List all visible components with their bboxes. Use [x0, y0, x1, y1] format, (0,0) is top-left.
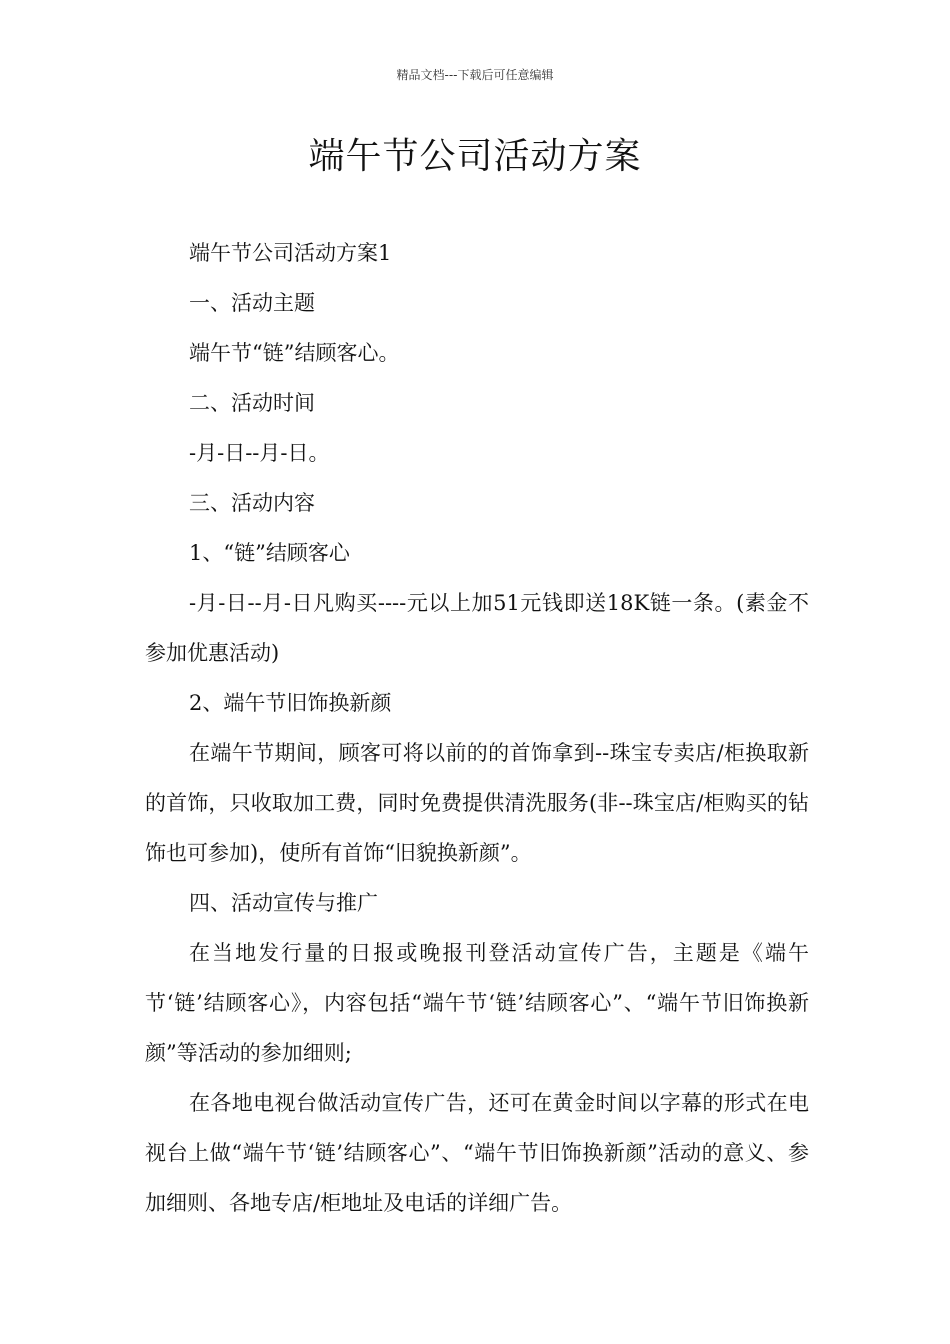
heading-promotion: 四、活动宣传与推广 — [189, 891, 378, 915]
paragraph-section-title: 端午节公司活动方案1 — [189, 241, 392, 265]
header-note: 精品文档---下载后可任意编辑 — [396, 68, 554, 82]
paragraph-time: -月-日--月-日。 — [189, 441, 330, 465]
paragraph-chain-offer: -月-日--月-日凡购买----元以上加51元钱即送18K链一条。(素金不参加优惠活动) — [145, 591, 809, 665]
document-title: 端午节公司活动方案 — [308, 136, 642, 177]
subheading-chain: 1、“链”结顾客心 — [189, 541, 350, 565]
heading-activity-time: 二、活动时间 — [189, 391, 315, 415]
paragraph-old-for-new: 在端午节期间，顾客可将以前的的首饰拿到--珠宝专卖店/柜换取新的首饰，只收取加工费，同时免费提供清洗服务(非--珠宝店/柜购买的钻饰也可参加)，使所有首饰“旧貌换新颜”。 — [145, 741, 809, 865]
paragraph-newspaper-ad: 在当地发行量的日报或晚报刊登活动宣传广告，主题是《端午节‘链’结顾客心》，内容包括“端午节‘链’结顾客心”、“端午节旧饰换新颜”等活动的参加细则; — [145, 941, 809, 1065]
subheading-old-for-new: 2、端午节旧饰换新颜 — [189, 691, 392, 715]
paragraph-theme: 端午节“链”结顾客心。 — [189, 341, 400, 365]
document-body — [145, 228, 809, 1228]
heading-activity-theme: 一、活动主题 — [189, 291, 315, 315]
paragraph-tv-ad: 在各地电视台做活动宣传广告，还可在黄金时间以字幕的形式在电视台上做“端午节‘链’结顾客心”、“端午节旧饰换新颜”活动的意义、参加细则、各地专店/柜地址及电话的详细广告。 — [145, 1091, 809, 1215]
heading-activity-content: 三、活动内容 — [189, 491, 315, 515]
